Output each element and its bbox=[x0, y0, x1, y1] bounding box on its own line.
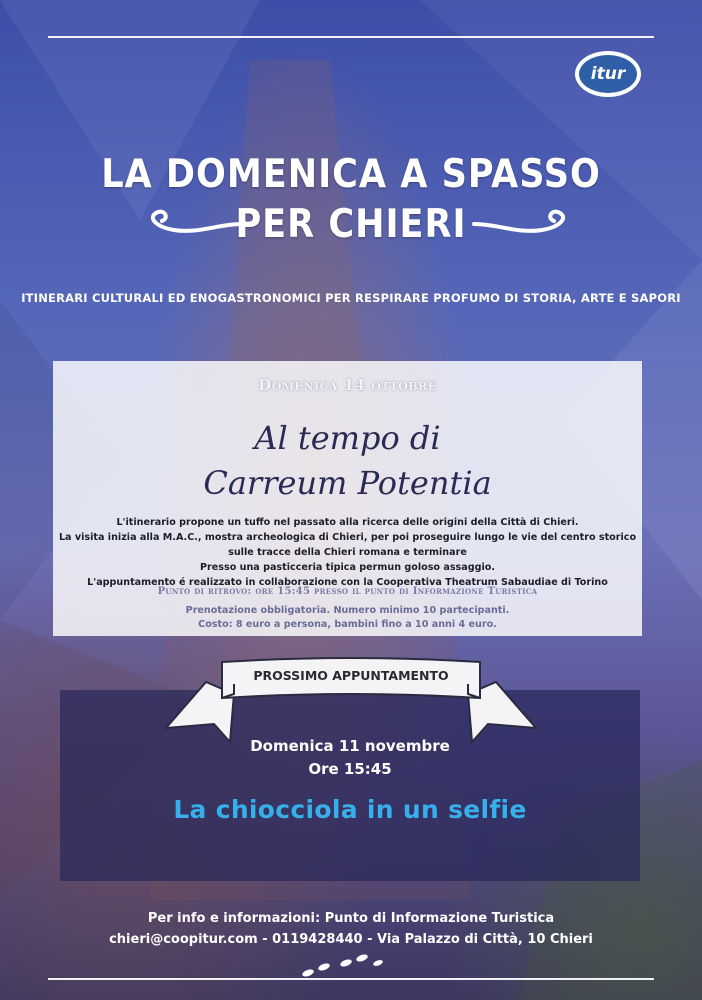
top-divider bbox=[48, 36, 654, 38]
next-event-title: La chiocciola in un selfie bbox=[173, 795, 527, 824]
title-line-1: LA DOMENICA A SPASSO bbox=[101, 152, 601, 197]
event-title-line-2: Carreum Potentia bbox=[203, 464, 492, 502]
event-title-line-1: Al tempo di bbox=[254, 419, 441, 457]
title-line-2: PER CHIERI bbox=[235, 202, 467, 247]
event-notes bbox=[53, 604, 642, 632]
description-line: Presso una pasticceria tipica permun goloso assaggio. bbox=[200, 562, 495, 573]
footer-info-line-1: Per info e informazioni: Punto di Informazione Turistica bbox=[147, 911, 555, 926]
next-event-date: Domenica 11 novembre bbox=[250, 737, 450, 755]
footsteps-icon bbox=[300, 953, 390, 981]
decorative-swirl-right-icon bbox=[470, 208, 578, 238]
description-line: L'appuntamento é realizzato in collaborazione con la Cooperativa Theatrum Sabaudiae di Torino bbox=[87, 577, 608, 588]
description-line: La visita inizia alla M.A.C., mostra archeologica di Chieri, per poi proseguire lungo le vie del centro storico bbox=[58, 532, 637, 543]
cost-note: Costo: 8 euro a persona, bambini fino a 10 anni 4 euro. bbox=[198, 619, 497, 630]
decorative-swirl-left-icon bbox=[138, 208, 246, 238]
itur-logo bbox=[575, 51, 641, 97]
description-line: sulle tracce della Chieri romana e terminare bbox=[228, 547, 467, 558]
bottom-divider bbox=[48, 978, 654, 980]
meeting-point: Punto di ritrovo: ore 15:45 presso il punto di Informazione Turistica bbox=[157, 586, 538, 597]
event-description bbox=[53, 515, 642, 590]
next-event-time: Ore 15:45 bbox=[308, 760, 392, 778]
logo-text: itur bbox=[579, 55, 637, 93]
description-line: L'itinerario propone un tuffo nel passato alla ricerca delle origini della Città di Chieri. bbox=[116, 517, 579, 528]
subtitle: ITINERARI CULTURALI ED ENOGASTRONOMICI PER RESPIRARE PROFUMO DI STORIA, ARTE E SAPORI bbox=[21, 291, 681, 305]
event-date: Domenica 14 ottobre bbox=[258, 376, 437, 394]
booking-note: Prenotazione obbligatoria. Numero minimo 10 partecipanti. bbox=[185, 605, 510, 616]
ribbon-label: PROSSIMO APPUNTAMENTO bbox=[253, 668, 449, 683]
footer-info-line-2: chieri@coopitur.com - 0119428440 - Via Palazzo di Città, 10 Chieri bbox=[109, 932, 593, 947]
